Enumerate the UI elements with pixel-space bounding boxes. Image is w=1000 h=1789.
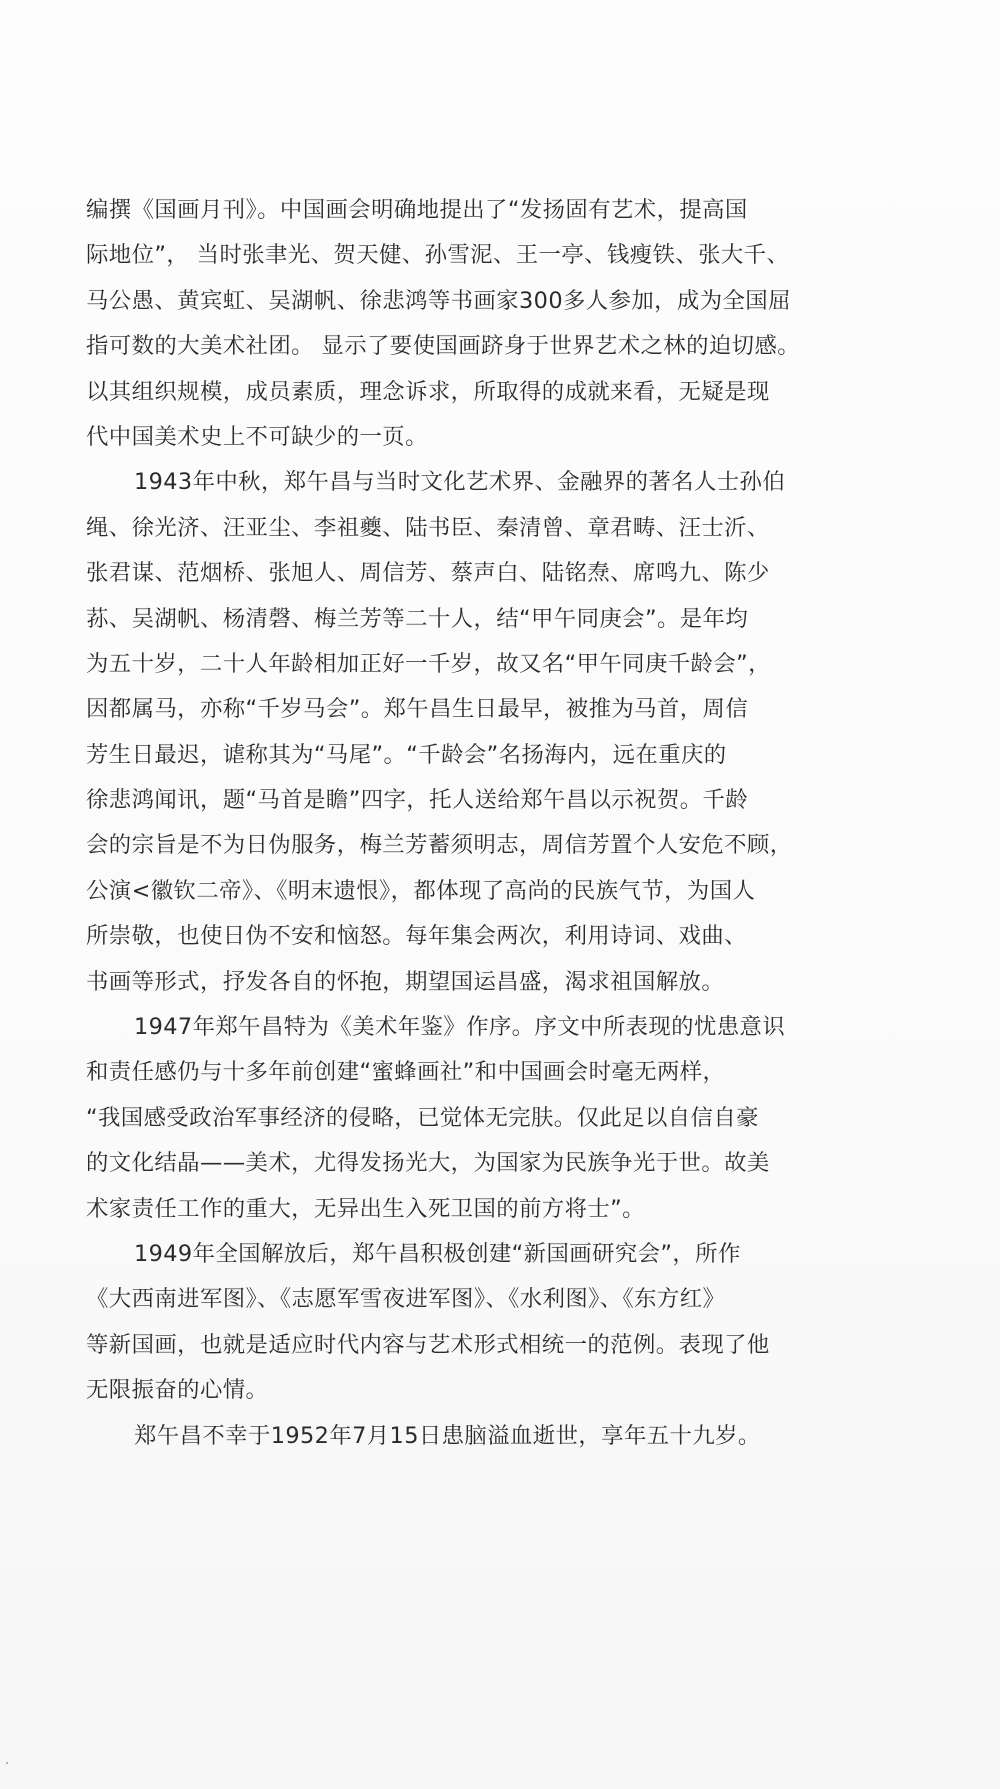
text-line: 芳生日最迟，谑称其为“马尾”。“千龄会”名扬海内，远在重庆的: [86, 741, 727, 768]
text-line: 等新国画，也就是适应时代内容与艺术形式相统一的范例。表现了他: [86, 1331, 770, 1358]
text-line: 荪、吴湖帆、杨清磬、梅兰芳等二十人，结“甲午同庚会”。是年均: [86, 605, 749, 632]
text-line: 所崇敬，也使日伪不安和恼怒。每年集会两次，利用诗词、戏曲、: [86, 923, 747, 950]
text-line: 以其组织规模，成员素质，理念诉求，所取得的成就来看，无疑是现: [86, 378, 770, 405]
scan-speck: [6, 1762, 8, 1764]
text-line: 代中国美术史上不可缺少的一页。: [86, 423, 428, 450]
text-line: 为五十岁，二十人年龄相加正好一千岁，故又名“甲午同庚千龄会”，: [86, 650, 771, 677]
paragraph-first-line: 郑午昌不幸于1952年7月15日患脑溢血逝世，享年五十九岁。: [134, 1422, 761, 1449]
text-line: 和责任感仍与十多年前创建“蜜蜂画社”和中国画会时毫无两样，: [86, 1059, 726, 1086]
text-line: 指可数的大美术社团。 显示了要使国画跻身于世界艺术之林的迫切感。: [86, 333, 801, 360]
text-line: “我国感受政治军事经济的侵略，已觉体无完肤。仅此足以自信自豪: [86, 1104, 759, 1131]
text-line: 书画等形式，抒发各自的怀抱，期望国运昌盛，渴求祖国解放。: [86, 968, 725, 995]
text-line: 徐悲鸿闻讯，题“马首是瞻”四字，托人送给郑午昌以示祝贺。千龄: [86, 787, 749, 814]
text-line: 无限振奋的心情。: [86, 1377, 269, 1404]
text-line: 编撰《国画月刊》。中国画会明确地提出了“发扬固有艺术，提高国: [86, 197, 748, 223]
text-line: 公演<徽钦二帝》、《明末遗恨》，都体现了高尚的民族气节，为国人: [86, 877, 756, 904]
text-line: 《大西南进军图》、《志愿军雪夜进军图》、《水利图》、《东方红》: [86, 1286, 726, 1313]
text-line: 绳、徐光济、汪亚尘、李祖夔、陆书臣、秦清曾、章君畴、汪士沂、: [86, 514, 770, 541]
text-line: 会的宗旨是不为日伪服务，梅兰芳蓄须明志，周信芳置个人安危不顾，: [86, 832, 793, 859]
text-line: 张君谋、范烟桥、张旭人、周信芳、蔡声白、陆铭焘、席鸣九、陈少: [86, 560, 770, 587]
paragraph-first-line: 1943年中秋，郑午昌与当时文化艺术界、金融界的著名人士孙伯: [134, 469, 786, 496]
text-line: 马公愚、黄宾虹、吴湖帆、徐悲鸿等书画家300多人参加，成为全国屈: [86, 287, 791, 314]
paragraph-first-line: 1947年郑午昌特为《美术年鉴》作序。序文中所表现的忧患意识: [134, 1014, 786, 1041]
body-text: [86, 188, 856, 1459]
text-line: 因都属马，亦称“千岁马会”。郑午昌生日最早，被推为马首，周信: [86, 696, 749, 723]
text-line: 的文化结晶——美术，尤得发扬光大，为国家为民族争光于世。故美: [86, 1150, 770, 1177]
text-line: 际地位”， 当时张聿光、贺天健、孙雪泥、王一亭、钱瘦铁、张大千、: [86, 242, 790, 269]
paragraph-first-line: 1949年全国解放后，郑午昌积极创建“新国画研究会”，所作: [134, 1240, 741, 1267]
text-line: 术家责任工作的重大，无异出生入死卫国的前方将士”。: [86, 1195, 645, 1222]
